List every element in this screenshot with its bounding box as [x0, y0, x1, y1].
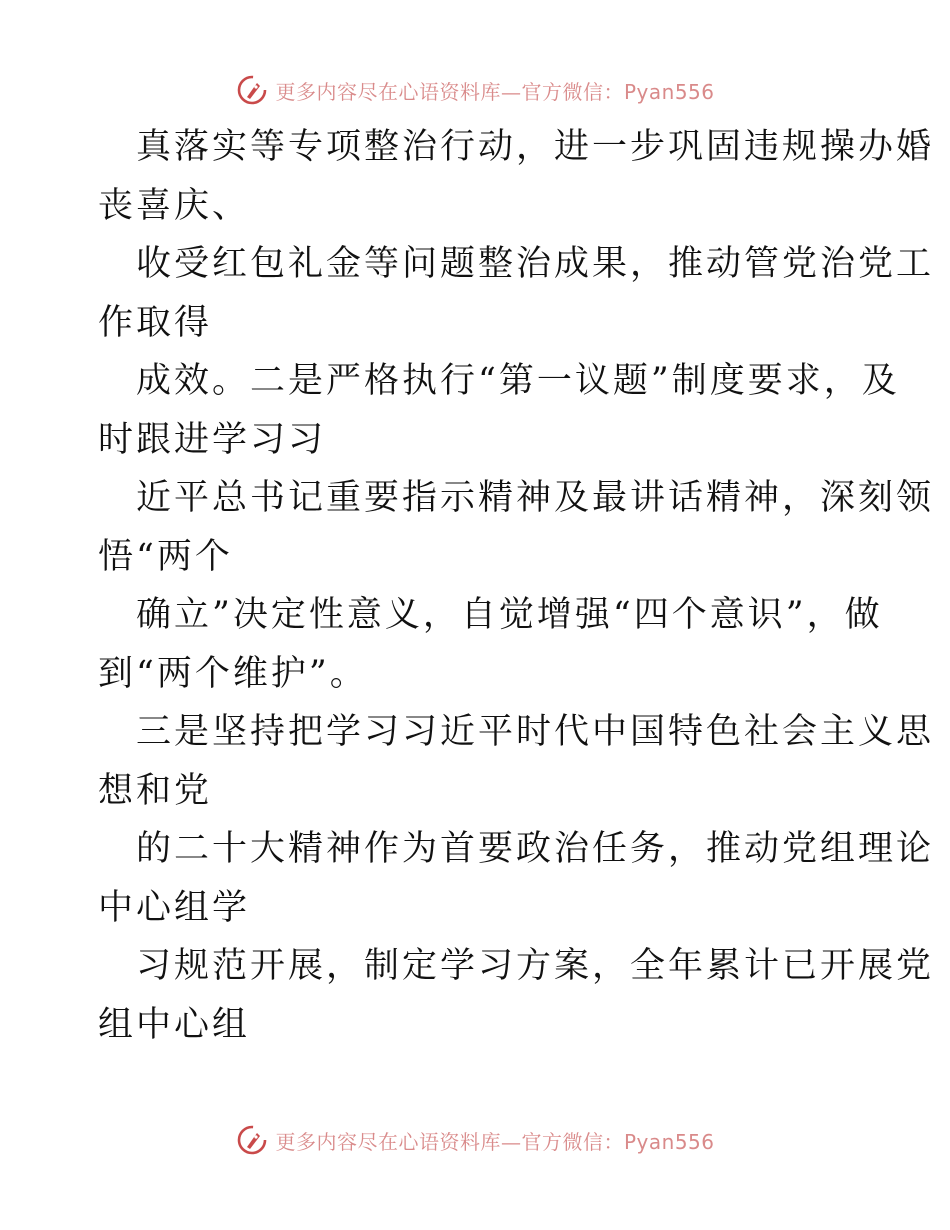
text-line: 中心组学	[98, 887, 251, 928]
text-line: 想和党	[98, 770, 213, 811]
footer-watermark	[0, 1120, 950, 1160]
header-watermark	[0, 70, 950, 110]
text-line: 作取得	[98, 302, 213, 343]
pen-nib-circle-icon	[235, 1123, 269, 1157]
text-line: 悟“两个	[98, 536, 233, 577]
text-line: 习规范开展，制定学习方案，全年累计已开展党	[136, 946, 935, 986]
watermark-text: 更多内容尽在心语资料库—官方微信：Pyan556	[275, 1129, 715, 1154]
text-line: 三是坚持把学习习近平时代中国特色社会主义思	[136, 712, 935, 752]
text-line: 组中心组	[98, 1004, 251, 1045]
text-line: 的二十大精神作为首要政治任务，推动党组理论	[136, 829, 935, 869]
text-line: 收受红包礼金等问题整治成果，推动管党治党工	[136, 244, 935, 284]
text-line: 时跟进学习习	[98, 419, 327, 460]
text-line: 到“两个维护”。	[98, 653, 368, 694]
body-text	[98, 118, 935, 1054]
watermark-account: Pyan556	[623, 79, 715, 104]
text-line: 真落实等专项整治行动，进一步巩固违规操办婚	[136, 127, 935, 167]
watermark-text: 更多内容尽在心语资料库—官方微信：Pyan556	[275, 79, 715, 104]
text-line: 成效。二是严格执行“第一议题”制度要求，及	[136, 361, 900, 401]
watermark-account: Pyan556	[623, 1129, 715, 1154]
pen-nib-circle-icon	[235, 73, 269, 107]
text-line: 近平总书记重要指示精神及最讲话精神，深刻领	[136, 478, 935, 518]
text-line: 确立”决定性意义，自觉增强“四个意识”，做	[136, 595, 883, 635]
text-line: 丧喜庆、	[98, 185, 251, 226]
